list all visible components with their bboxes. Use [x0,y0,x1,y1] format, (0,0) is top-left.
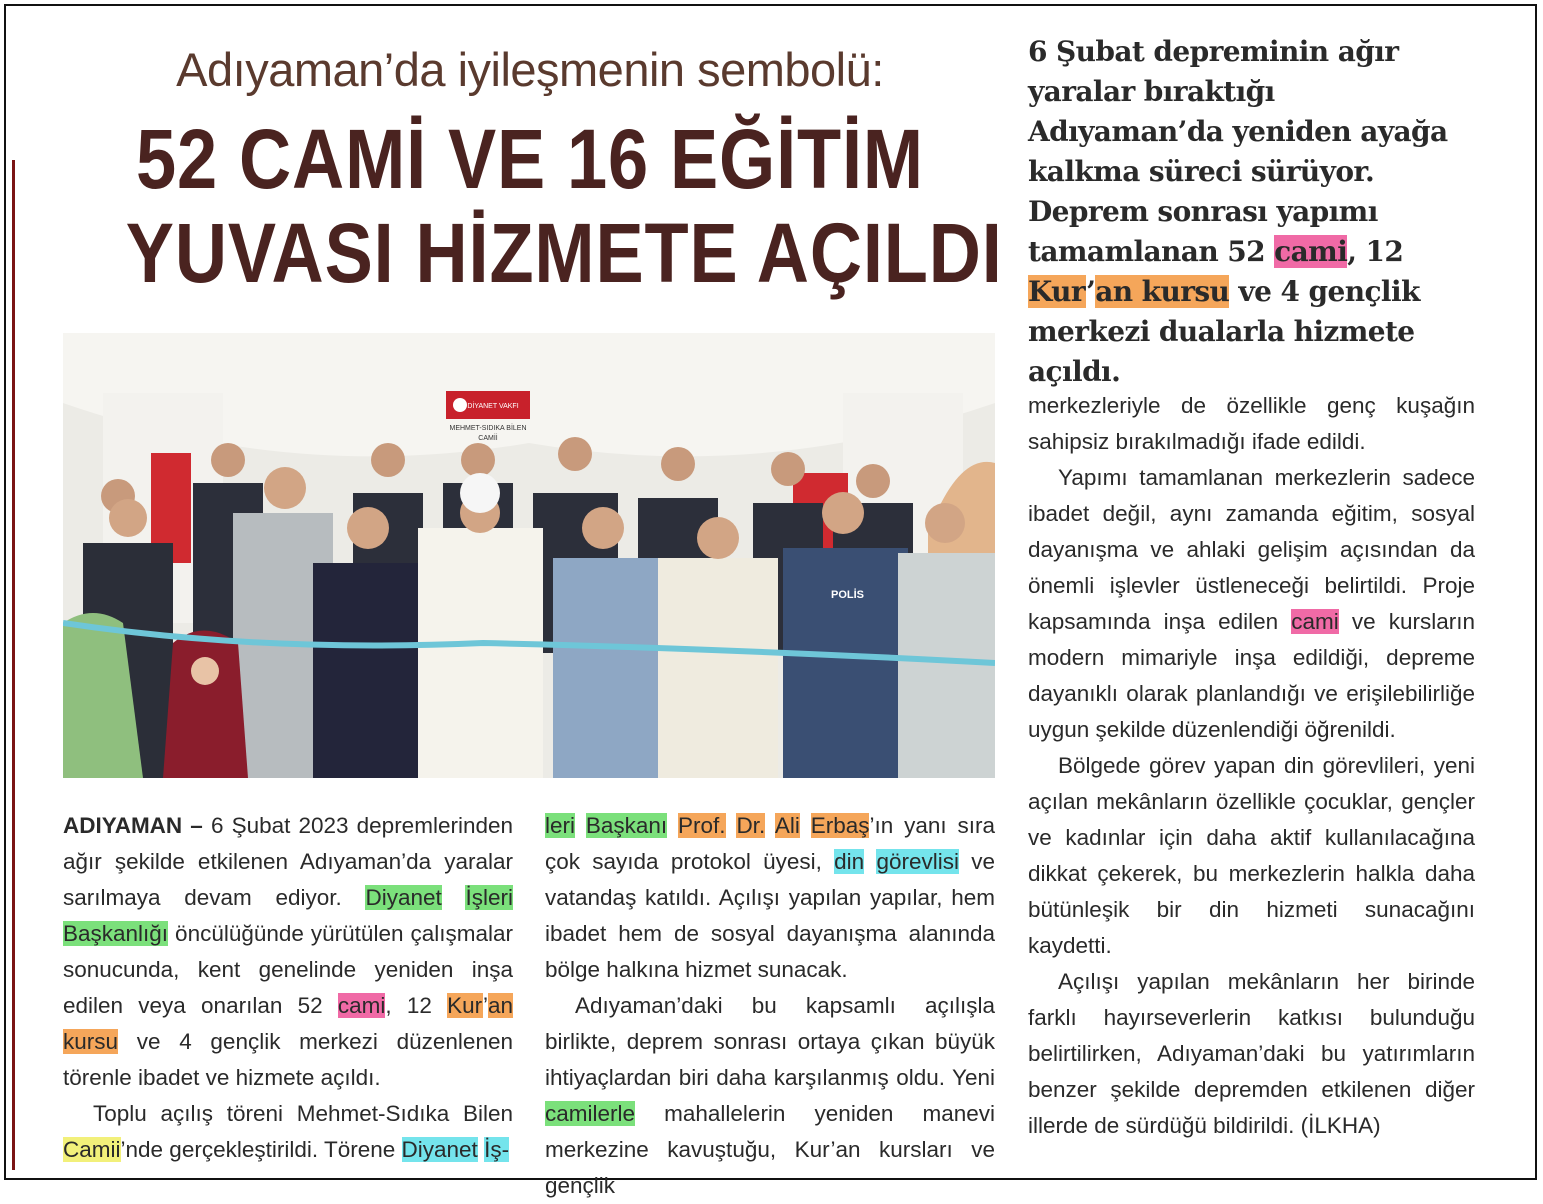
highlight: kursu [63,1029,119,1054]
paragraph: merkezleriyle de özellikle genç kuşağın sahipsiz bırakılmadığı ifade edildi. [1028,393,1475,454]
highlight: Erbaş [810,813,870,838]
headline-line-2: YUVASI HİZMETE AÇILDI [125,206,1003,300]
highlight: Diyanet [365,885,442,910]
article-photo [63,333,995,778]
highlight: camilerle [545,1101,636,1126]
highlight: Camii [63,1137,121,1162]
paragraph: ADIYAMAN – 6 Şubat 2023 depremlerinden ağır şekilde etkilenen Adıyaman’da yaralar sarılmaya devam ediyor. Diyanet İşleri Başkanlığı öncülüğünde yürütülen çalışmalar sonucunda, kent genelinde yeniden inşa edilen veya onarılan 52 cami, 12 Kur’an kursu ve 4 gençlik merkezi düzenlenen törenle ibadet ve hizmete açıldı. [63,813,514,1090]
highlight: Başkanlığı [63,921,169,946]
sign-line-1: MEHMET-SIDIKA BİLEN [449,425,527,432]
highlight: Ali [774,813,800,838]
highlight: cami [1291,609,1339,634]
vest-text: POLİS [831,589,865,601]
paragraph: leri Başkanı Prof. Dr. Ali Erbaş’ın yanı sıra çok sayıda protokol üyesi, din görevlisi ve vatandaş katıldı. Açılışı yapılan yapılar, hem ibadet hem de sosyal dayanışma alanında bölge halkına hizmet sunacak. [545,813,996,982]
body-column-2 [545,808,995,1204]
body-column-3 [1028,388,1475,1144]
highlight: Prof. [678,813,726,838]
paragraph: Adıyaman’daki bu kapsamlı açılışla birlikte, deprem sonrası ortaya çıkan büyük ihtiyaçlardan biri daha karşılanmış oldu. Yeni camilerle mahallelerin yeniden manevi merkezine kavuştuğu, Kur’an kursları ve gençlik [545,993,995,1198]
highlight: leri [545,813,576,838]
lead-paragraph: 6 Şubat depreminin ağır yaralar bıraktığı Adıyaman’da yeniden ayağa kalkma süreci sürüyor. Deprem sonrası yapımı tamamlanan 52 cami, 12 Kur’an kursu ve 4 gençlik merkezi dualarla hizmete açıldı. [1028,35,1448,388]
paragraph: Bölgede görev yapan din görevlileri, yeni açılan mekânların özellikle çocuklar, gençler ve kadınlar için daha aktif kullanılacağına dikkat çekerek, bu merkezlerin halkla daha bütünleşik bir din hizmeti sunacağını kaydetti. [1028,753,1475,958]
headline-line-1: 52 CAMİ VE 16 EĞİTİM [136,112,924,206]
headline [125,112,1003,300]
ceremony-illustration [63,333,995,778]
highlight: cami [1274,235,1348,268]
highlight: Başkanı [585,813,668,838]
highlight: an [487,993,514,1018]
highlight: Dr. [736,813,766,838]
paragraph: Toplu açılış töreni Mehmet-Sıdıka Bilen Camii’nde gerçekleştirildi. Törene Diyanet İş- [63,1101,513,1162]
body-column-1 [63,808,513,1168]
highlight: din [834,849,865,874]
highlight: İşleri [465,885,513,910]
kicker: Adıyaman’da iyileşmenin sembolü: [176,43,884,96]
paragraph: Açılışı yapılan mekânların her birinde farklı hayırseverlerin katkısı bulunduğu belirtilirken, Adıyaman’daki bu yatırımların benzer şekilde depremden etkilenen diğer illerde de sürdüğü bildirildi. (İLKHA) [1028,969,1475,1138]
paragraph: Yapımı tamamlanan merkezlerin sadece ibadet değil, aynı zamanda eğitim, sosyal dayanışma ve ahlaki gelişim açısından da önemli işlevler üstleneceği belirtildi. Proje kapsamında inşa edilen cami ve kursların modern mimariyle inşa edildiği, depreme dayanıklı olarak planlandığı ve erişilebilirliğe uygun şekilde düzenlendiği öğrenildi. [1028,465,1476,742]
highlight: Kur [447,993,483,1018]
accent-bar [12,160,15,1170]
sign-line-2: CAMİİ [478,435,498,442]
highlight: an kursu [1095,275,1230,308]
dateline: ADIYAMAN – [63,813,211,838]
highlight: İş- [484,1137,510,1162]
highlight: Kur [1028,275,1087,308]
highlight: cami [337,993,386,1018]
highlight: görevlisi [876,849,959,874]
highlight: Diyanet [401,1137,478,1162]
banner-text: DİYANET VAKFI [467,403,519,410]
